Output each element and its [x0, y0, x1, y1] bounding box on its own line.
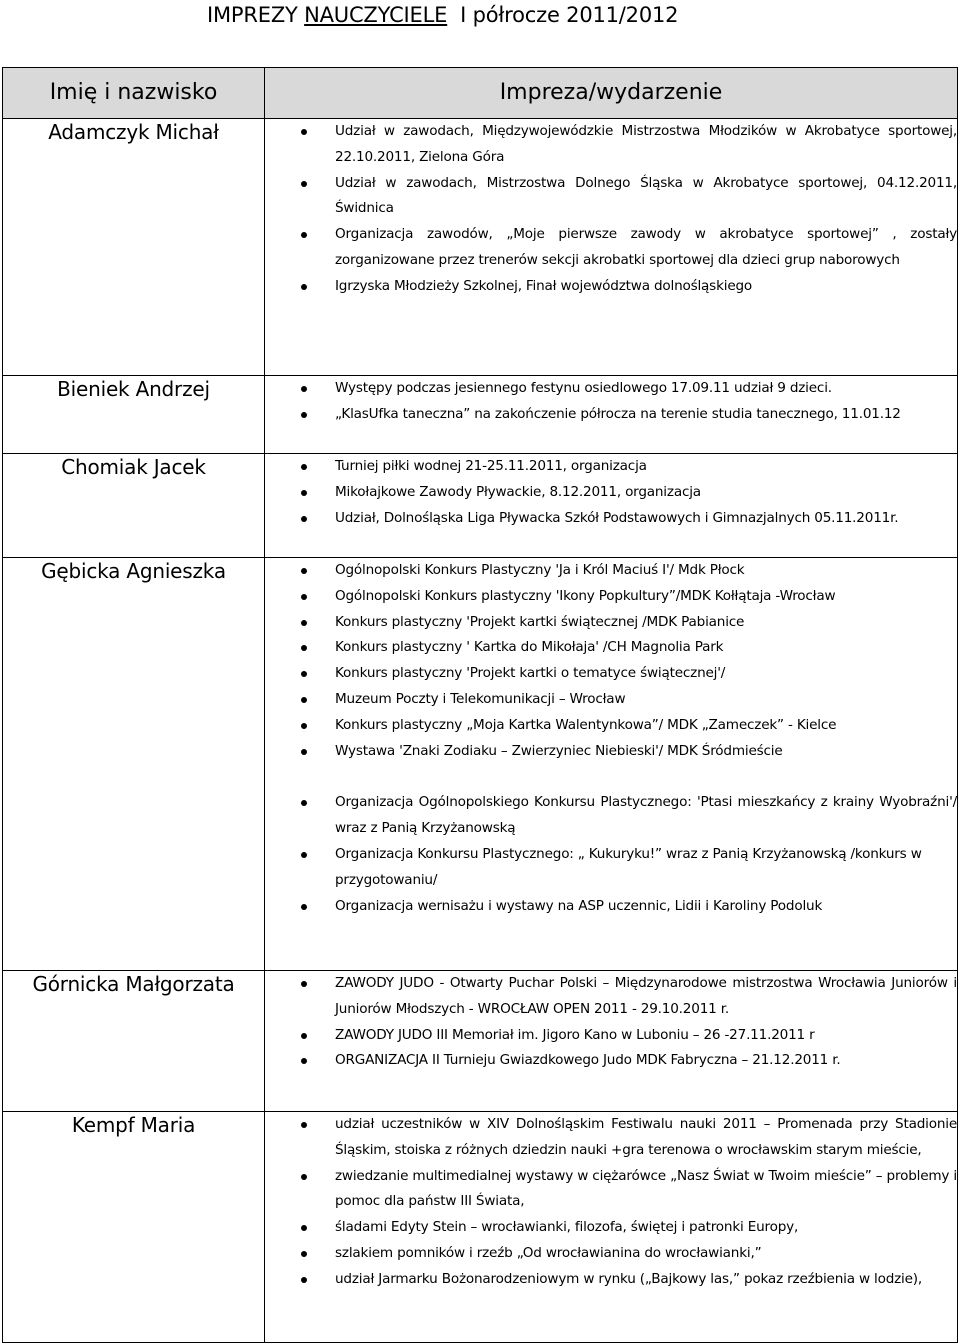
event-text: Udział, Dolnośląska Liga Pływacka Szkół Podstawowych i Gimnazjalnych 05.11.2011r.	[335, 509, 899, 526]
title-underlined: NAUCZYCIELE	[304, 3, 448, 27]
bullet-icon	[301, 1174, 307, 1180]
event-text: śladami Edyty Stein – wrocławianki, filozofa, świętej i patronki Europy,	[335, 1219, 799, 1236]
event-text: Organizacja Konkursu Plastycznego: „ Kukuryku!” wraz z Panią Krzyżanowską /konkurs w przygotowaniu/	[335, 845, 922, 888]
header-event: Impreza/wydarzenie	[265, 68, 958, 119]
list-item	[301, 1112, 957, 1164]
event-text: Organizacja zawodów, „Moje pierwsze zawody w akrobatyce sportowej” , zostały zorganizowane przez trenerów sekcji akrobatki sportowej dla dzieci grup naborowych	[335, 226, 957, 268]
list-item	[301, 1241, 957, 1267]
event-cell	[265, 454, 958, 558]
teacher-name: Kempf Maria	[3, 1112, 265, 1343]
bullet-icon	[301, 904, 307, 910]
event-text: Konkurs plastyczny 'Projekt kartki o tematyce świątecznej'/	[335, 665, 726, 682]
bullet-icon	[301, 1033, 307, 1039]
list-item	[301, 222, 957, 274]
event-text: Organizacja Ogólnopolskiego Konkursu Plastycznego: 'Ptasi mieszkańcy z krainy Wyobraźni'/ wraz z Panią Krzyżanowską	[335, 794, 957, 837]
list-item	[301, 402, 957, 428]
table-body	[3, 119, 958, 1343]
event-list	[265, 376, 957, 428]
event-text: Igrzyska Młodzieży Szkolnej, Finał województwa dolnośląskiego	[335, 277, 753, 294]
bullet-icon	[301, 386, 307, 392]
event-text: ZAWODY JUDO III Memoriał im. Jigoro Kano w Luboniu – 26 -27.11.2011 r	[335, 1026, 815, 1043]
teacher-name: Górnicka Małgorzata	[3, 971, 265, 1112]
event-text: ZAWODY JUDO - Otwarty Puchar Polski – Międzynarodowe mistrzostwa Wrocławia Juniorów i Juniorów Młodszych - WROCŁAW OPEN 2011 - 29.10.2011 r.	[335, 975, 957, 1017]
event-list	[265, 558, 957, 764]
event-text: Konkurs plastyczny „Moja Kartka Walentynkowa”/ MDK „Zameczek” - Kielce	[335, 716, 837, 733]
bullet-icon	[301, 1251, 307, 1257]
event-cell	[265, 971, 958, 1112]
event-text: Udział w zawodach, Mistrzostwa Dolnego Śląska w Akrobatyce sportowej, 04.12.2011, Świdnica	[335, 174, 957, 217]
header-name: Imię i nazwisko	[3, 68, 265, 119]
list-item	[301, 558, 957, 584]
list-item	[301, 171, 957, 223]
bullet-icon	[301, 800, 307, 806]
teacher-name: Adamczyk Michał	[3, 119, 265, 376]
group-spacer	[265, 764, 957, 790]
bullet-icon	[301, 516, 307, 522]
list-item	[301, 971, 957, 1023]
event-text: Konkurs plastyczny 'Projekt kartki świątecznej /MDK Pabianice	[335, 613, 745, 630]
event-text: Ogólnopolski Konkurs plastyczny 'Ikony Popkultury”/MDK Kołłątaja -Wrocław	[335, 587, 836, 604]
bullet-icon	[301, 981, 307, 987]
bullet-icon	[301, 594, 307, 600]
table-row	[3, 1112, 958, 1343]
event-text: Muzeum Poczty i Telekomunikacji – Wrocław	[335, 690, 626, 707]
list-item	[301, 1215, 957, 1241]
list-item	[301, 506, 957, 532]
event-text: udział Jarmarku Bożonarodzeniowym w rynku („Bajkowy las,” pokaz rzeźbienia w lodzie),	[335, 1270, 923, 1287]
event-cell	[265, 1112, 958, 1343]
bullet-icon	[301, 181, 307, 187]
list-item	[301, 687, 957, 713]
list-item	[301, 739, 957, 765]
list-item	[301, 1267, 957, 1293]
list-item	[301, 713, 957, 739]
bullet-icon	[301, 464, 307, 470]
event-text: Wystawa 'Znaki Zodiaku – Zwierzyniec Niebieski'/ MDK Śródmieście	[335, 742, 783, 759]
table-row	[3, 971, 958, 1112]
teacher-name: Gębicka Agnieszka	[3, 558, 265, 971]
event-text: Organizacja wernisażu i wystawy na ASP uczennic, Lidii i Karoliny Podoluk	[335, 897, 823, 914]
event-list	[265, 790, 957, 919]
bullet-icon	[301, 1277, 307, 1283]
list-item	[301, 376, 957, 402]
header-row	[3, 68, 958, 119]
bullet-icon	[301, 1122, 307, 1128]
bullet-icon	[301, 852, 307, 858]
events-table	[2, 67, 958, 1343]
teacher-name: Chomiak Jacek	[3, 454, 265, 558]
bullet-icon	[301, 490, 307, 496]
bullet-icon	[301, 568, 307, 574]
list-item	[301, 1023, 957, 1049]
event-list	[265, 454, 957, 531]
bullet-icon	[301, 129, 307, 135]
event-text: Mikołajkowe Zawody Pływackie, 8.12.2011, organizacja	[335, 483, 701, 500]
list-item	[301, 842, 957, 894]
list-item	[301, 119, 957, 171]
list-item	[301, 790, 957, 842]
event-text: zwiedzanie multimedialnej wystawy w ciężarówce „Nasz Świat w Twoim mieście” – problemy i pomoc dla państw III Świata,	[335, 1167, 957, 1210]
table-row	[3, 119, 958, 376]
list-item	[301, 1048, 957, 1074]
event-cell	[265, 376, 958, 454]
event-list	[265, 1112, 957, 1293]
bullet-icon	[301, 671, 307, 677]
bullet-icon	[301, 645, 307, 651]
bullet-icon	[301, 232, 307, 238]
event-list	[265, 971, 957, 1074]
title-prefix: IMPREZY	[207, 3, 305, 27]
event-text: Ogólnopolski Konkurs Plastyczny 'Ja i Król Maciuś I'/ Mdk Płock	[335, 562, 745, 578]
bullet-icon	[301, 620, 307, 626]
list-item	[301, 635, 957, 661]
bullet-icon	[301, 1058, 307, 1064]
list-item	[301, 661, 957, 687]
list-item	[301, 454, 957, 480]
teacher-name: Bieniek Andrzej	[3, 376, 265, 454]
list-item	[301, 584, 957, 610]
event-text: Udział w zawodach, Międzywojewódzkie Mistrzostwa Młodzików w Akrobatyce sportowej, 22.10.2011, Zielona Góra	[335, 123, 957, 165]
bullet-icon	[301, 412, 307, 418]
event-text: Konkurs plastyczny ' Kartka do Mikołaja' /CH Magnolia Park	[335, 639, 724, 656]
table-row	[3, 376, 958, 454]
page-title	[207, 2, 678, 28]
list-item	[301, 480, 957, 506]
event-text: udział uczestników w XIV Dolnośląskim Festiwalu nauki 2011 – Promenada przy Stadionie Śląskim, stoiska z różnych dziedzin nauki +gra terenowa o wrocławskim starym mieście,	[335, 1116, 957, 1158]
bullet-icon	[301, 697, 307, 703]
event-cell	[265, 558, 958, 971]
list-item	[301, 274, 957, 300]
event-text: „KlasUfka taneczna” na zakończenie półrocza na terenie studia tanecznego, 11.01.12	[335, 405, 901, 422]
bullet-icon	[301, 1225, 307, 1231]
bullet-icon	[301, 749, 307, 755]
event-list	[265, 119, 957, 300]
list-item	[301, 1164, 957, 1216]
list-item	[301, 894, 957, 920]
table-row	[3, 558, 958, 971]
title-suffix: I półrocze 2011/2012	[447, 3, 679, 27]
event-cell	[265, 119, 958, 376]
event-text: szlakiem pomników i rzeźb „Od wrocławianina do wrocławianki,”	[335, 1244, 762, 1261]
bullet-icon	[301, 284, 307, 290]
table-row	[3, 454, 958, 558]
list-item	[301, 610, 957, 636]
event-text: Występy podczas jesiennego festynu osiedlowego 17.09.11 udział 9 dzieci.	[335, 380, 832, 396]
event-text: ORGANIZACJA II Turnieju Gwiazdkowego Judo MDK Fabryczna – 21.12.2011 r.	[335, 1052, 841, 1069]
event-text: Turniej piłki wodnej 21-25.11.2011, organizacja	[335, 458, 647, 474]
bullet-icon	[301, 723, 307, 729]
